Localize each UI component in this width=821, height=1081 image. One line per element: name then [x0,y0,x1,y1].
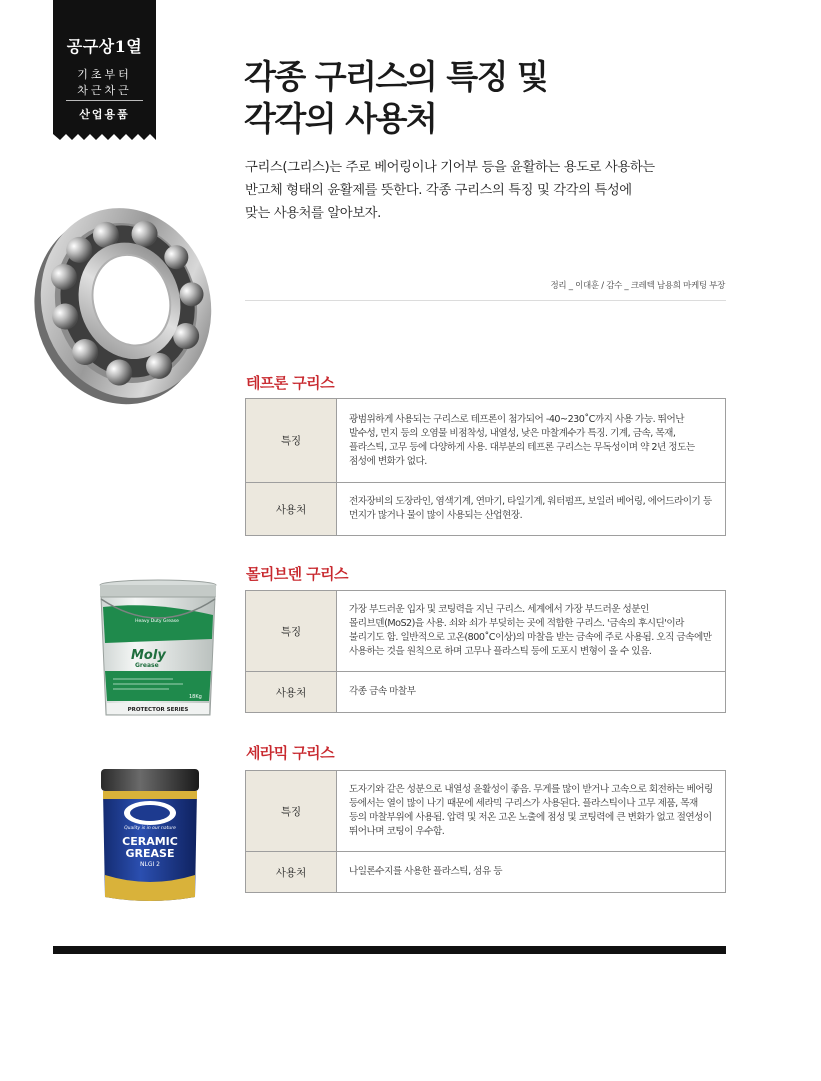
usage-line: 전자장비의 도장라인, 염색기계, 연마기, 타일기계, 워터펌프, 보일러 베어링, 에어드라이기 등 [349,496,712,507]
series-badge [53,0,156,146]
moly-brand-text: Moly [131,648,166,663]
feature-label: 특징 [246,399,337,483]
section-title-ceramic: 세라믹 구리스 [246,744,334,762]
feature-line: 몰리브덴(MoS2)을 사용. 쇠와 쇠가 부딪히는 곳에 적합한 구리스. '금속의 후시딘'이라 [349,618,684,629]
feature-line: 불리기도 함. 일반적으로 고온(800˚C이상)의 마찰을 받는 금속에 주로 사용됨. 오직 금속에만 [349,632,712,643]
ceramic-line3-text: NLGI 2 [140,861,160,868]
spec-row-feature [246,771,726,852]
spec-row-usage [246,483,726,536]
moly-series-text: PROTECTOR SERIES [127,707,189,713]
usage-text [337,672,726,713]
feature-line: 점성에 변화가 없다. [349,455,427,467]
moly-top-text: Heavy Duty Grease [135,619,179,624]
credit-line: 정리 _ 이대훈 / 감수 _ 크레텍 남용희 마케팅 부장 [550,281,725,291]
feature-line: 발수성, 먼지 등의 오염물 비점착성, 내열성, 낮은 마찰계수가 특징. 기계, 금속, 목재, [349,427,676,439]
usage-label: 사용처 [246,672,337,713]
ceramic-line1-text: CERAMIC [122,835,178,848]
moly-grease-bucket-image [93,577,223,722]
intro-line: 맞는 사용처를 알아보자. [245,206,381,221]
usage-text [337,852,726,893]
usage-label: 사용처 [246,852,337,893]
usage-line: 먼지가 많거나 물이 많이 사용되는 산업현장. [349,510,523,521]
usage-label: 사용처 [246,483,337,536]
feature-line: 도자기와 같은 성분으로 내열성 윤활성이 좋음. 무게를 많이 받거나 고속으로 회전하는 베어링 [349,784,713,795]
page-title-line-2: 각각의 사용처 [244,99,437,138]
ball-bearing-image [18,195,218,410]
ceramic-grease-jar-image [95,765,205,905]
feature-line: 가장 부드러운 입자 및 코팅력을 지닌 구리스. 세계에서 가장 부드러운 성분인 [349,604,649,615]
footer-divider [53,946,726,954]
badge-series-title: 공구상1열 [66,37,143,56]
spec-table-moly [245,590,726,713]
badge-category: 산업용품 [79,108,130,121]
spec-row-usage [246,852,726,893]
feature-line: 광범위하게 사용되는 구리스로 테프론이 첨가되어 -40~230˚C까지 사용 가능. 뛰어난 [349,413,684,425]
feature-text [337,771,726,852]
section-title-moly: 몰리브덴 구리스 [246,565,348,583]
ceramic-line2-text: GREASE [125,847,175,860]
spec-table-ceramic [245,770,726,893]
badge-subtitle-1: 기초부터 [77,68,132,81]
badge-subtitle-2: 차근차근 [77,84,132,97]
intro-line: 반고체 형태의 윤활제를 뜻한다. 각종 구리스의 특징 및 각각의 특성에 [245,183,632,198]
feature-text [337,399,726,483]
spec-row-feature [246,591,726,672]
feature-label: 특징 [246,591,337,672]
moly-weight-text: 18Kg [189,694,202,700]
badge-divider [66,100,143,101]
feature-label: 특징 [246,771,337,852]
spec-row-feature [246,399,726,483]
feature-line: 사용하는 것을 원칙으로 하며 고무나 플라스틱 등에 도포시 변형이 올 수 있음. [349,646,652,657]
intro-paragraph [245,156,725,225]
usage-line: 각종 금속 마찰부 [349,686,416,697]
intro-line: 구리스(그리스)는 주로 베어링이나 기어부 등을 윤활하는 용도로 사용하는 [245,160,655,175]
header-divider [245,300,726,301]
usage-line: 나일론수지를 사용한 플라스틱, 섬유 등 [349,866,503,877]
section-title-teflon: 테프론 구리스 [246,374,334,392]
feature-line: 뛰어나며 코팅이 우수함. [349,826,445,837]
spec-row-usage [246,672,726,713]
feature-line: 등의 마찰부위에 사용됨. 압력 및 저온 고온 노출에 점성 및 코팅력에 큰 변화가 없고 절연성이 [349,812,712,823]
page-title-line-1: 각종 구리스의 특징 및 [244,57,548,96]
feature-line: 플라스틱, 고무 등에 다양하게 사용. 대부분의 테프론 구리스는 무독성이며 약 2년 정도는 [349,441,695,453]
spec-table-teflon [245,398,726,536]
ceramic-tag-text: Quality is in our nature [124,826,176,831]
page-title [244,56,704,140]
usage-text [337,483,726,536]
feature-text [337,591,726,672]
moly-sub-text: Grease [135,662,159,669]
feature-line: 등에서는 열이 많이 나기 때문에 세라믹 구리스가 사용된다. 플라스틱이나 고무 제품, 목재 [349,798,698,809]
